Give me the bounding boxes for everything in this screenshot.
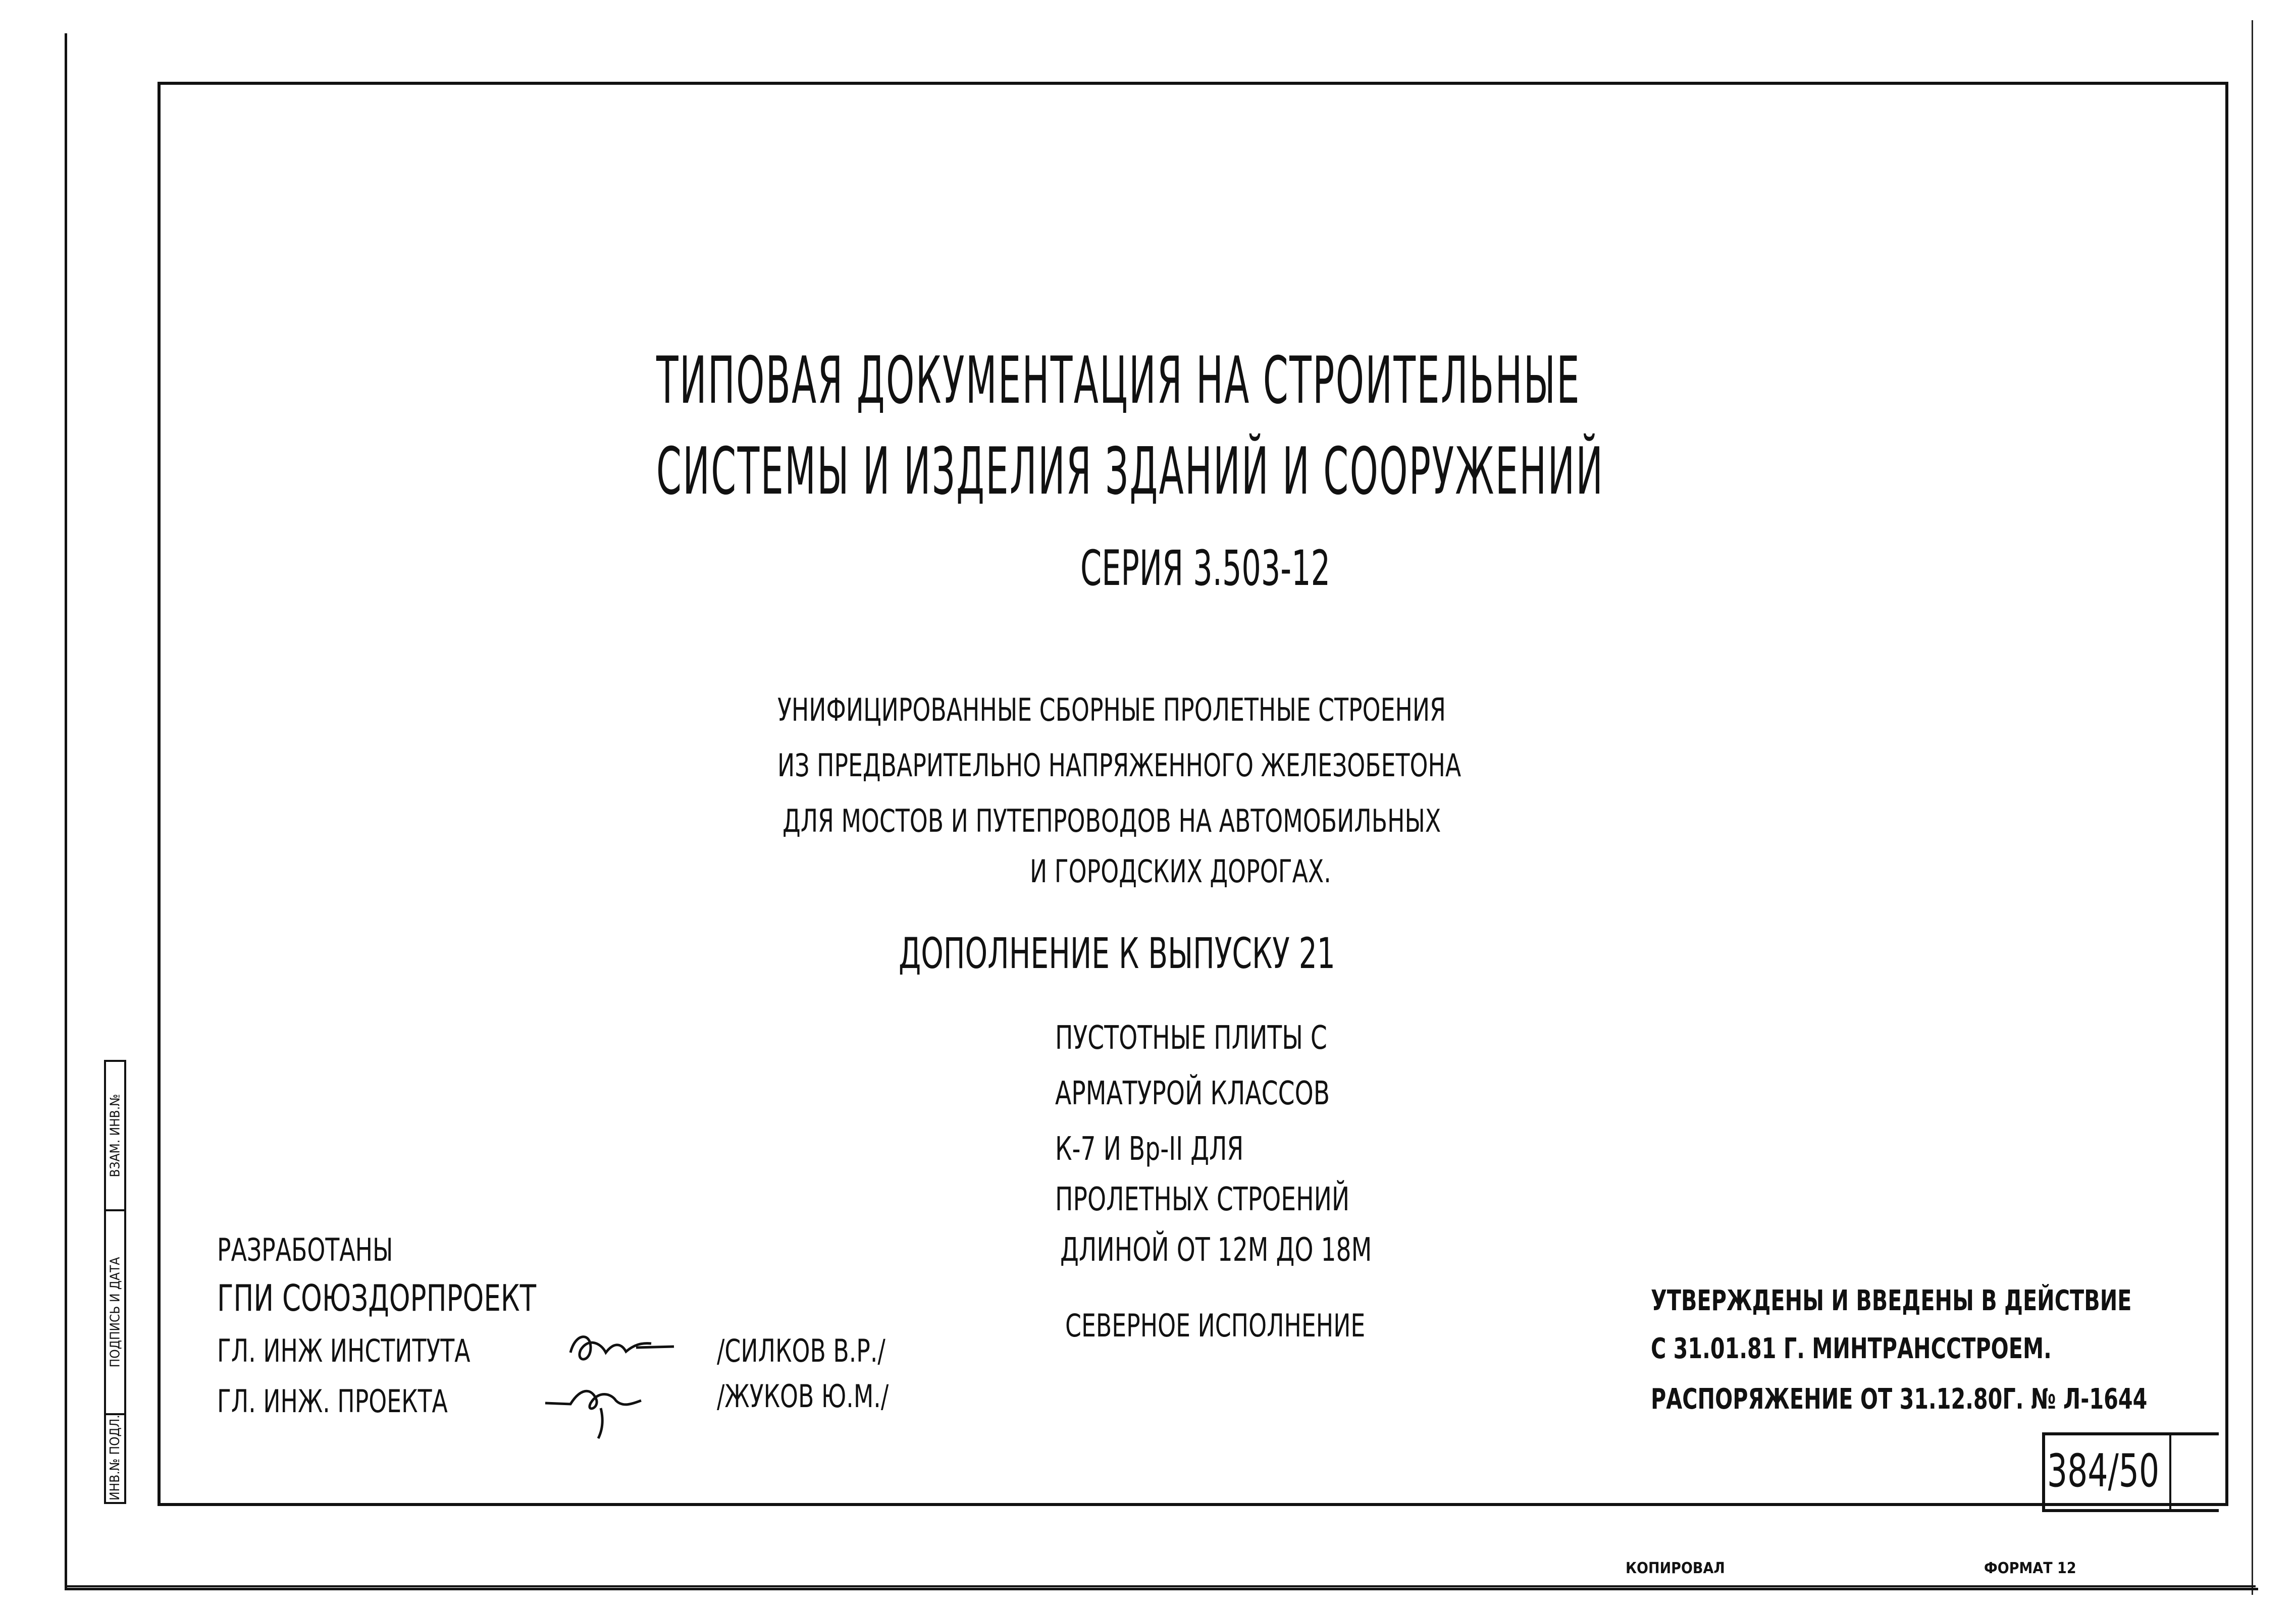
subtitle-line-2: ИЗ ПРЕДВАРИТЕЛЬНО НАПРЯЖЕННОГО ЖЕЛЕЗОБЕТОНА [777, 747, 1462, 784]
bottom-border [65, 1585, 2256, 1587]
plate-line-2: АРМАТУРОЙ КЛАССОВ [1055, 1075, 1330, 1112]
series-number: СЕРИЯ 3.503-12 [1080, 540, 1331, 597]
plate-line-5: ДЛИНОЙ ОТ 12М ДО 18М [1060, 1231, 1372, 1269]
supplement-title: ДОПОЛНЕНИЕ К ВЫПУСКУ 21 [899, 929, 1335, 978]
chief-engineer-institute-role: ГЛ. ИНЖ ИНСТИТУТА [217, 1332, 471, 1369]
subtitle-line-4: И ГОРОДСКИХ ДОРОГАХ. [1030, 853, 1331, 890]
developer-label: РАЗРАБОТАНЫ [217, 1231, 393, 1268]
signature-2 [540, 1373, 651, 1443]
approval-line-1: УТВЕРЖДЕНЫ И ВВЕДЕНЫ В ДЕЙСТВИЕ [1651, 1284, 2132, 1317]
variant-label: СЕВЕРНОЕ ИСПОЛНЕНИЕ [1065, 1307, 1366, 1344]
signature-1 [565, 1322, 676, 1373]
subtitle-line-3: ДЛЯ МОСТОВ И ПУТЕПРОВОДОВ НА АВТОМОБИЛЬНЫХ [782, 802, 1441, 839]
stamp-inv-field: ИНВ.№ ПОДЛ. [108, 1415, 123, 1500]
stamp-replace-field: ВЗАМ. ИНВ.№ [108, 1094, 123, 1177]
subtitle-line-1: УНИФИЦИРОВАННЫЕ СБОРНЫЕ ПРОЛЕТНЫЕ СТРОЕНИЯ [777, 691, 1446, 728]
chief-engineer-project-role: ГЛ. ИНЖ. ПРОЕКТА [217, 1383, 448, 1420]
title-line-2: СИСТЕМЫ И ИЗДЕЛИЯ ЗДАНИЙ И СООРУЖЕНИЙ [656, 434, 1604, 509]
side-stamp-strip [104, 1060, 126, 1504]
approval-line-3: РАСПОРЯЖЕНИЕ ОТ 31.12.80Г. № Л-1644 [1651, 1383, 2148, 1416]
stamp-sign-date-field: ПОДПИСЬ И ДАТА [108, 1257, 123, 1368]
plate-line-1: ПУСТОТНЫЕ ПЛИТЫ С [1055, 1019, 1327, 1057]
document-code-box-extension [2166, 1432, 2219, 1512]
plate-line-4: ПРОЛЕТНЫХ СТРОЕНИЙ [1055, 1181, 1350, 1218]
plate-line-3: К-7 И Вр-II ДЛЯ [1055, 1131, 1244, 1168]
copied-by-label: КОПИРОВАЛ [1626, 1560, 1725, 1577]
title-line-1: ТИПОВАЯ ДОКУМЕНТАЦИЯ НА СТРОИТЕЛЬНЫЕ [656, 343, 1581, 418]
document-code: 384/50 [2047, 1444, 2160, 1497]
developer-org: ГПИ СОЮЗДОРПРОЕКТ [217, 1277, 537, 1319]
chief-engineer-institute-name: /СИЛКОВ В.Р./ [717, 1332, 885, 1369]
approval-line-2: С 31.01.81 Г. МИНТРАНССТРОЕМ. [1651, 1332, 2052, 1365]
format-label: ФОРМАТ 12 [1984, 1560, 2076, 1577]
chief-engineer-project-name: /ЖУКОВ Ю.М./ [717, 1378, 889, 1415]
